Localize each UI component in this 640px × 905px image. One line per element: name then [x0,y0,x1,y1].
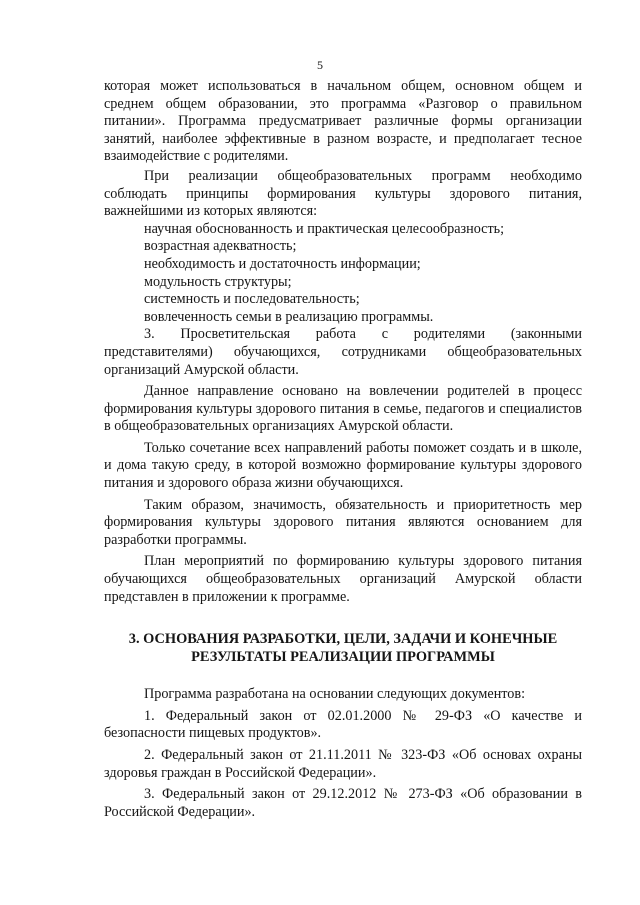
section-heading [104,630,582,666]
document-item: 2. Федеральный закон от 21.11.2011 № 323-ФЗ «Об основах охраны здоровья граждан в Российской Федерации». [104,747,582,781]
principle-item: научная обоснованность и практическая целесообразность; [144,220,505,237]
body-paragraph: Только сочетание всех направлений работы поможет создать и в школе, и дома такую среду, в которой возможно формирование культуры здорового питания и здорового образа жизни обучающихся. [104,439,582,492]
page-number: 5 [317,58,323,72]
document-item: 3. Федеральный закон от 29.12.2012 № 273-ФЗ «Об образовании в Российской Федерации». [104,786,582,820]
principles-intro: При реализации общеобразовательных программ необходимо соблюдать принципы формирования культуры здорового питания, важнейшими из которых являются: [104,167,582,220]
document-item: 1. Федеральный закон от 02.01.2000 № 29-ФЗ «О качестве и безопасности пищевых продуктов». [104,707,582,742]
section-heading-line: РЕЗУЛЬТАТЫ РЕАЛИЗАЦИИ ПРОГРАММЫ [191,649,495,666]
principles-list [104,221,582,327]
section-heading-line: 3. ОСНОВАНИЯ РАЗРАБОТКИ, ЦЕЛИ, ЗАДАЧИ И КОНЕЧНЫЕ [128,631,558,648]
principle-item: модульность структуры; [144,273,292,290]
principle-item: системность и последовательность; [144,291,360,308]
body-paragraph: Таким образом, значимость, обязательность и приоритетность мер формирования культуры здорового питания являются основанием для разработки программы. [104,496,582,548]
body-paragraph: Данное направление основано на вовлечении родителей в процесс формирования культуры здорового питания в семье, педагогов и специалистов в общеобразовательных организациях Амурской области. [104,383,582,435]
principle-item: вовлеченность семьи в реализацию программы. [144,308,434,325]
documents-intro: Программа разработана на основании следующих документов: [144,686,526,703]
principle-item: необходимость и достаточность информации; [144,255,421,272]
document-body [104,78,582,821]
intro-paragraph: которая может использоваться в начальном общем, основном общем и среднем общем образовании, это программа «Разговор о правильном питании». Программа предусматривает различные формы организации занятий, наиболее эффективные в разном возрасте, и предполагает тесное взаимодействие с родителями. [104,78,582,165]
body-paragraph: План мероприятий по формированию культуры здорового питания обучающихся общеобразовательных организаций Амурской области представлен в приложении к программе. [104,553,582,605]
principle-item: возрастная адекватность; [144,238,297,255]
body-paragraph: 3. Просветительская работа с родителями (законными представителями) обучающихся, сотрудниками общеобразовательных организаций Амурской области. [104,326,582,378]
